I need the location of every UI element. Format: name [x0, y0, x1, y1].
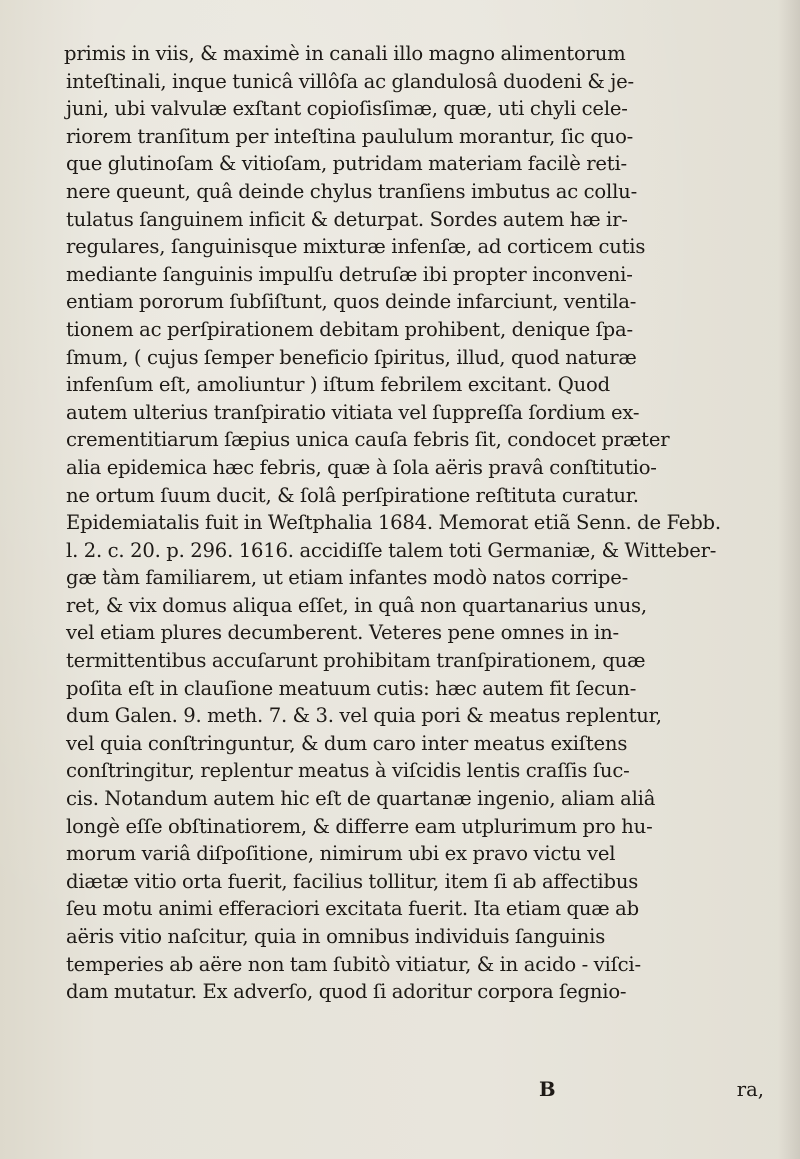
text-line: morum variâ diſpoſitione, nimirum ubi ex pravo victu vel [66, 842, 616, 866]
text-line: inteſtinali, inque tunicâ villôſa ac glandulosâ duodeni & je- [66, 69, 634, 93]
text-line: autem ulterius tranſpiratio vitiata vel ſuppreſſa ſordium ex- [66, 400, 640, 424]
text-line: tionem ac perſpirationem debitam prohibent, denique ſpa- [66, 317, 633, 341]
text-line: cis. Notandum autem hic eſt de quartanæ ingenio, aliam aliâ [66, 787, 656, 811]
text-line: nere queunt, quâ deinde chylus tranſiens imbutus ac collu- [66, 179, 637, 203]
signature-mark: B [539, 1078, 556, 1101]
text-line: poſita eſt in clauſione meatuum cutis: hæc autem fit ſecun- [66, 676, 637, 700]
page-gutter-shadow [778, 0, 800, 1159]
body-text [64, 40, 764, 1006]
text-line: l. 2. c. 20. p. 296. 1616. accidiſſe talem toti Germaniæ, & Witteber- [66, 538, 717, 562]
text-line: regulares, ſanguinisque mixturæ infenſæ, ad corticem cutis [66, 235, 646, 259]
text-line: vel etiam plures decumberent. Veteres pene omnes in in- [66, 621, 619, 645]
text-line: longè eſſe obſtinatiorem, & differre eam utplurimum pro hu- [66, 814, 653, 838]
text-line: aëris vitio naſcitur, quia in omnibus individuis ſanguinis [66, 925, 606, 948]
text-line: que glutinoſam & vitioſam, putridam materiam facilè reti- [66, 152, 627, 176]
text-line: infenſum eſt, amoliuntur ) iſtum febrilem excitant. Quod [66, 373, 610, 397]
text-line: crementitiarum ſæpius unica cauſa febris ſit, condocet præter [66, 428, 670, 452]
text-line: riorem tranſitum per inteſtina paululum morantur, ſic quo- [66, 124, 634, 148]
text-line: mediante ſanguinis impulſu detruſæ ibi propter inconveni- [66, 262, 633, 286]
text-line: diætæ vitio orta fuerit, facilius tollitur, item ſi ab affectibus [66, 869, 639, 893]
text-line: primis in viis, & maximè in canali illo magno alimentorum [64, 42, 626, 65]
text-line: entiam pororum ſubſiſtunt, quos deinde infarciunt, ventila- [66, 290, 637, 314]
text-line: temperies ab aëre non tam ſubitò vitiatur, & in acido - viſci- [66, 952, 641, 976]
text-line: Epidemiatalis fuit in Weſtphalia 1684. Memorat etiã Senn. de Febb. [66, 511, 721, 535]
page-footer [64, 1078, 764, 1106]
text-line: ne ortum ſuum ducit, & ſolâ perſpiratione reſtituta curatur. [66, 483, 639, 507]
text-line: tulatus ſanguinem inficit & deturpat. Sordes autem hæ ir- [66, 207, 628, 231]
text-line: ſmum, ( cujus ſemper beneficio ſpiritus, illud, quod naturæ [66, 345, 637, 369]
text-line: ſeu motu animi efferaciori excitata fuerit. Ita etiam quæ ab [66, 897, 639, 921]
catchword: ra, [736, 1078, 764, 1101]
text-line: dum Galen. 9. meth. 7. & 3. vel quia pori & meatus replentur, [66, 704, 662, 728]
text-line: alia epidemica hæc febris, quæ à ſola aëris pravâ conſtitutio- [66, 455, 657, 479]
text-line: gæ tàm familiarem, ut etiam infantes modò natos corripe- [66, 566, 629, 590]
text-line: conſtringitur, replentur meatus à viſcidis lentis craſſis ſuc- [66, 759, 630, 783]
text-line: dam mutatur. Ex adverſo, quod ſi adoritur corpora ſegnio- [66, 980, 627, 1004]
text-line: vel quia conſtringuntur, & dum caro inter meatus exiſtens [66, 731, 628, 755]
text-line: juni, ubi valvulæ exſtant copioſisſimæ, quæ, uti chyli cele- [66, 97, 628, 121]
text-line: termittentibus accuſarunt prohibitam tranſpirationem, quæ [66, 649, 646, 673]
text-line: ret, & vix domus aliqua eſſet, in quâ non quartanarius unus, [66, 593, 647, 617]
